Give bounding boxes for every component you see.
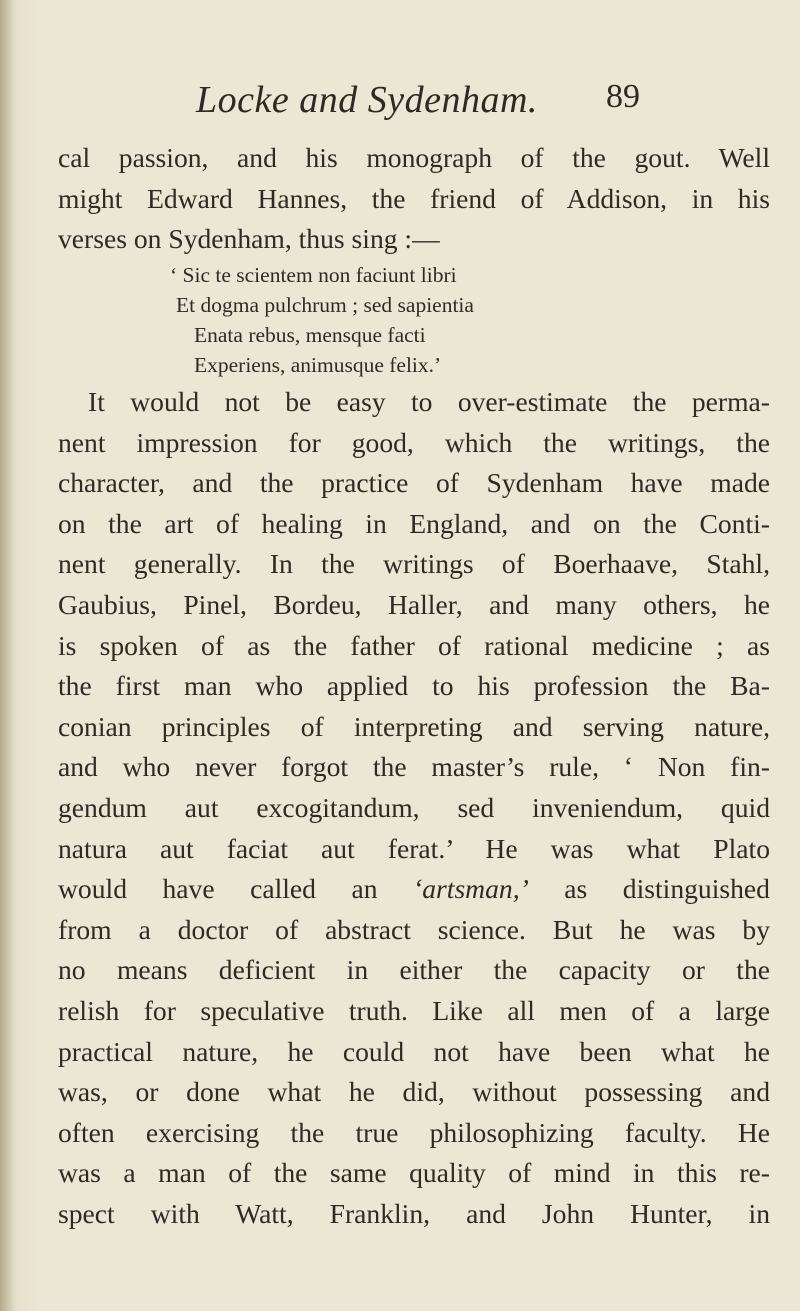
text-line: no means deficient in either the capacity or the <box>58 954 770 986</box>
page-header <box>0 78 800 138</box>
paragraph-2 <box>58 382 770 1234</box>
verse-line: Experiens, animusque felix.’ <box>194 353 442 377</box>
latin-verse-quotation <box>170 260 474 380</box>
text-line: character, and the practice of Sydenham have made <box>58 467 770 499</box>
paragraph-1 <box>58 138 770 260</box>
text-line: often exercising the true philosophizing faculty. He <box>58 1116 770 1148</box>
verse-line: Et dogma pulchrum ; sed sapientia <box>176 293 474 317</box>
page-gutter-shadow <box>0 0 14 1311</box>
verse-line: ‘ Sic te scientem non faciunt libri <box>170 263 457 287</box>
text-line: from a doctor of abstract science. But he was by <box>58 913 770 945</box>
text-line: the first man who applied to his profession the Ba- <box>58 670 770 702</box>
text-line: might Edward Hannes, the friend of Addison, in his <box>58 182 770 214</box>
text-line: conian principles of interpreting and serving nature, <box>58 710 770 742</box>
text-line: was, or done what he did, without possessing and <box>58 1076 770 1108</box>
text-line: spect with Watt, Franklin, and John Hunter, in <box>58 1197 770 1229</box>
text-line: Gaubius, Pinel, Bordeu, Haller, and many others, he <box>58 588 770 620</box>
text-line: and who never forgot the master’s rule, ‘ Non fin- <box>58 751 770 783</box>
text-line: is spoken of as the father of rational medicine ; as <box>58 629 770 661</box>
text-line: gendum aut excogitandum, sed inveniendum, quid <box>58 791 770 823</box>
text-fragment: as distinguished <box>528 873 770 905</box>
page-number: 89 <box>606 78 640 115</box>
text-line: was a man of the same quality of mind in this re- <box>58 1157 770 1189</box>
text-fragment: would have called an <box>58 873 414 905</box>
text-line: relish for speculative truth. Like all men of a large <box>58 994 770 1026</box>
running-title: Locke and Sydenham. <box>196 79 538 121</box>
text-line: verses on Sydenham, thus sing :— <box>58 223 440 255</box>
italic-term: ‘artsman,’ <box>413 873 529 905</box>
text-line: practical nature, he could not have been what he <box>58 1035 770 1067</box>
verse-line: Enata rebus, mensque facti <box>194 323 426 347</box>
text-line: nent generally. In the writings of Boerhaave, Stahl, <box>58 548 770 580</box>
text-line: natura aut faciat aut ferat.’ He was what Plato <box>58 832 770 864</box>
text-line: on the art of healing in England, and on the Conti- <box>58 507 770 539</box>
text-line: It would not be easy to over-estimate the perma- <box>88 386 770 417</box>
text-line: nent impression for good, which the writings, the <box>58 426 770 458</box>
text-line: cal passion, and his monograph of the gout. Well <box>58 142 770 173</box>
text-line-with-italic <box>58 869 770 910</box>
